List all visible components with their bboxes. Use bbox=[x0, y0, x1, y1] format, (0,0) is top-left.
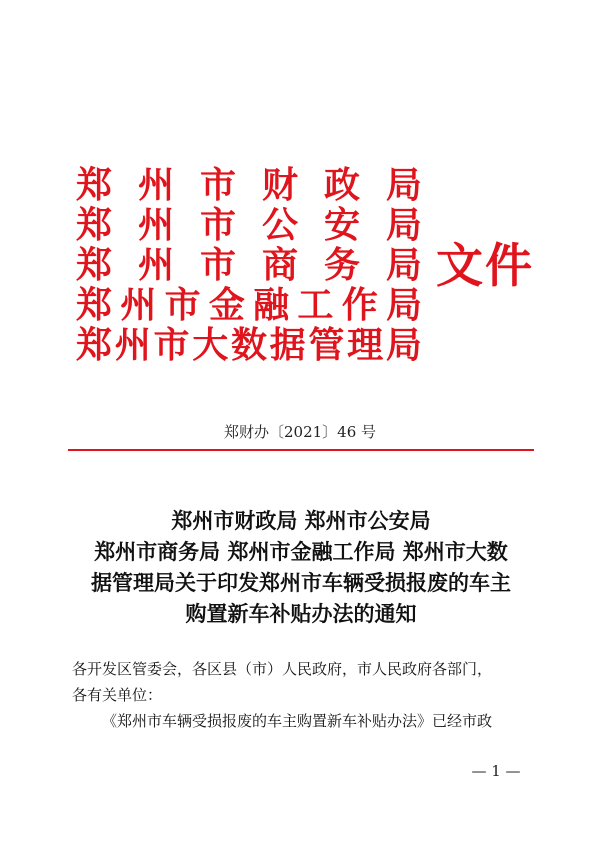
issuer-char: 州 bbox=[137, 164, 174, 206]
issuer-char: 安 bbox=[323, 204, 360, 246]
issuer-char: 市 bbox=[164, 284, 201, 326]
issuer-char: 市 bbox=[199, 164, 236, 206]
issuer-char: 理 bbox=[347, 324, 384, 366]
issuer-char: 局 bbox=[385, 324, 422, 366]
issuer-char: 数 bbox=[230, 324, 267, 366]
issuer-list bbox=[76, 166, 436, 366]
title-line: 购置新车补贴办法的通知 bbox=[185, 601, 417, 626]
issuer-char: 郑 bbox=[76, 284, 113, 326]
issuer-char: 州 bbox=[137, 204, 174, 246]
issuer-char: 郑 bbox=[76, 164, 113, 206]
issuer-char: 作 bbox=[341, 284, 378, 326]
issuer-char: 金 bbox=[208, 284, 245, 326]
document-number: 郑财办〔2021〕46 号 bbox=[223, 423, 377, 441]
issuer-char: 融 bbox=[253, 284, 290, 326]
title-line: 郑州市财政局 郑州市公安局 bbox=[171, 508, 431, 533]
issuer-char: 大 bbox=[192, 324, 229, 366]
issuer-name bbox=[76, 166, 422, 206]
title-line: 据管理局关于印发郑州市车辆受损报废的车主 bbox=[91, 570, 511, 595]
issuer-char: 局 bbox=[385, 204, 422, 246]
red-divider bbox=[68, 449, 534, 451]
issuer-name bbox=[76, 326, 422, 366]
issuer-char: 商 bbox=[261, 244, 298, 286]
issuer-char: 局 bbox=[385, 164, 422, 206]
issuer-char: 局 bbox=[385, 284, 422, 326]
page-number: — 1 — bbox=[471, 762, 521, 780]
addressee-line: 各开发区管委会，各区县（市）人民政府，市人民政府各部门， bbox=[72, 660, 493, 678]
issuer-name bbox=[76, 246, 422, 286]
issuer-char: 郑 bbox=[76, 204, 113, 246]
document-suffix: 文件 bbox=[436, 239, 534, 294]
issuer-char: 管 bbox=[308, 324, 345, 366]
document-title bbox=[58, 505, 544, 629]
issuer-char: 市 bbox=[199, 244, 236, 286]
issuer-char: 公 bbox=[261, 204, 298, 246]
issuer-char: 郑 bbox=[76, 244, 113, 286]
issuer-char: 据 bbox=[269, 324, 306, 366]
issuer-char: 务 bbox=[323, 244, 360, 286]
title-line: 郑州市商务局 郑州市金融工作局 郑州市大数 bbox=[94, 539, 508, 564]
addressee-line: 各有关单位： bbox=[72, 686, 163, 704]
document-body bbox=[72, 656, 542, 734]
issuer-char: 州 bbox=[137, 244, 174, 286]
issuer-char: 工 bbox=[297, 284, 334, 326]
body-paragraph: 《郑州市车辆受损报废的车主购置新车补贴办法》已经市政 bbox=[102, 712, 493, 730]
issuer-char: 财 bbox=[261, 164, 298, 206]
issuer-char: 郑 bbox=[76, 324, 113, 366]
issuer-char: 州 bbox=[120, 284, 157, 326]
issuer-char: 市 bbox=[199, 204, 236, 246]
issuer-name bbox=[76, 206, 422, 246]
issuer-char: 市 bbox=[153, 324, 190, 366]
issuer-char: 州 bbox=[114, 324, 151, 366]
issuer-char: 政 bbox=[323, 164, 360, 206]
issuer-name bbox=[76, 286, 422, 326]
issuer-char: 局 bbox=[385, 244, 422, 286]
